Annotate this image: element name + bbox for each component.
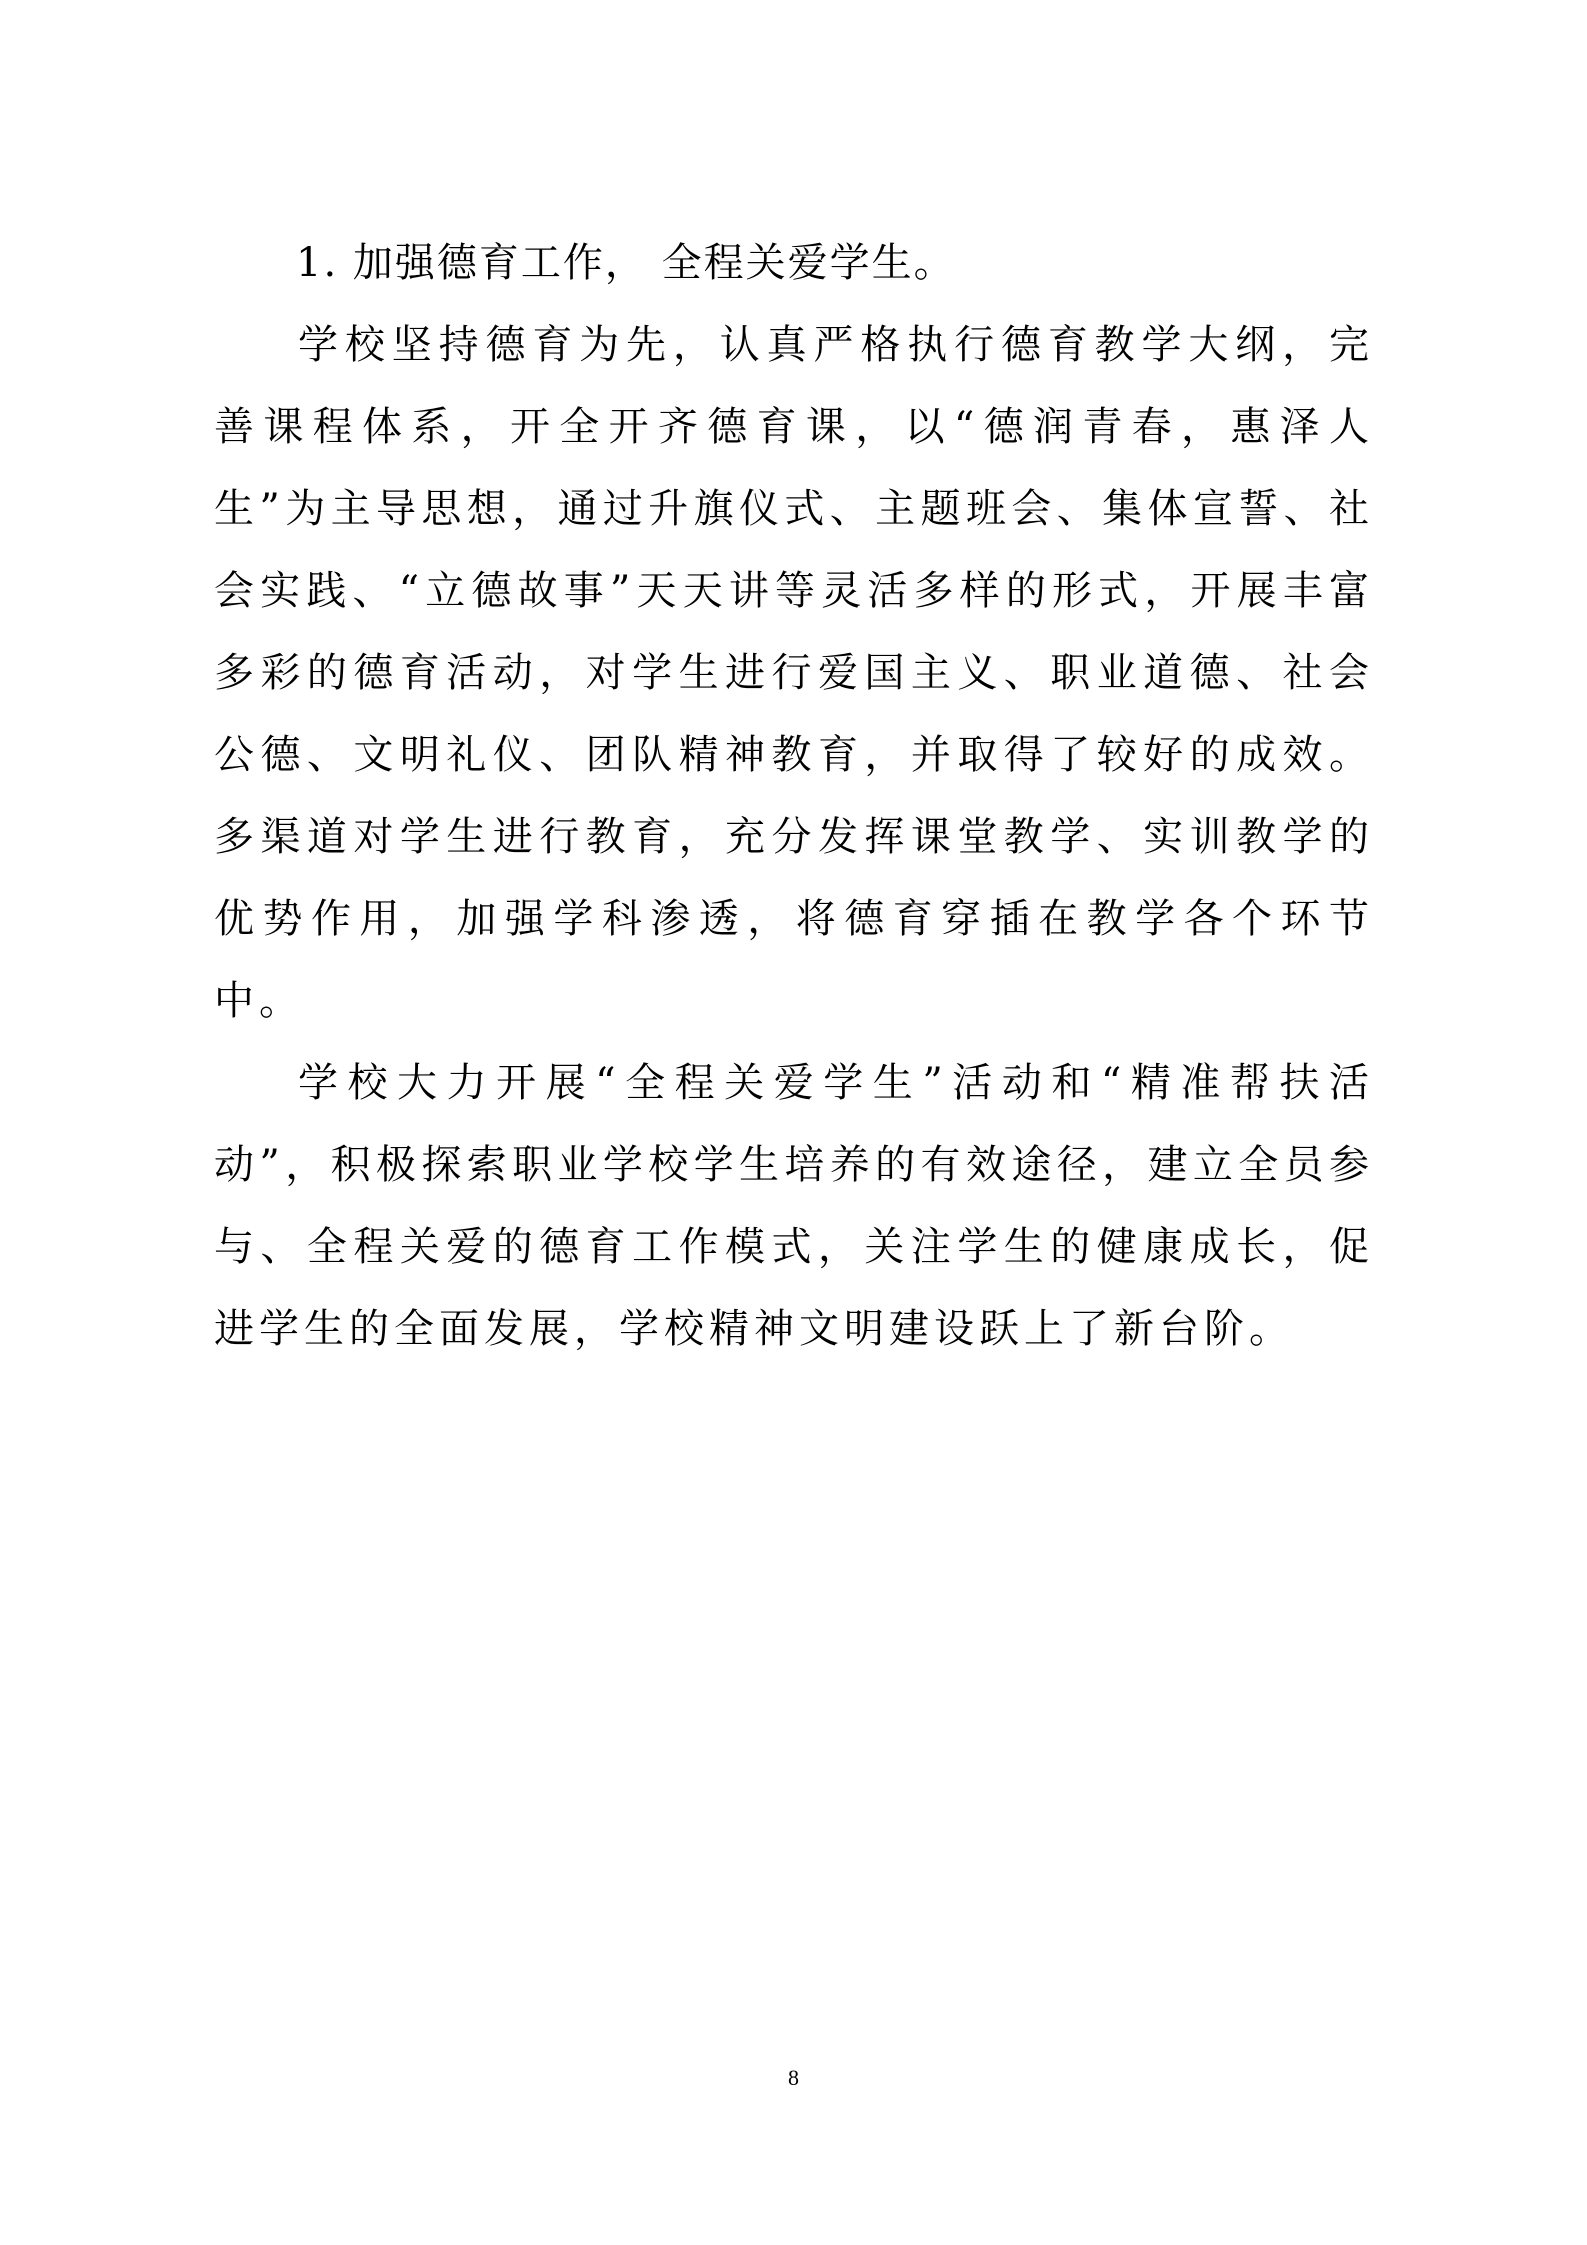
section-heading: 1. 加强德育工作， 全程关爱学生。: [296, 240, 956, 286]
paragraph-student-care: 学校大力开展“全程关爱学生”活动和“精准帮扶活动”，积极探索职业学校学生培养的有效途径，建立全员参与、全程关爱的德育工作模式，关注学生的健康成长，促进学生的全面发展，学校精神文明建设跃上了新台阶。: [214, 1060, 1374, 1352]
page-number: 8: [788, 2065, 799, 2090]
document-body: [214, 222, 1374, 1370]
paragraph-moral-education: 学校坚持德育为先，认真严格执行德育教学大纲，完善课程体系，开全开齐德育课，以“德润青春，惠泽人生”为主导思想，通过升旗仪式、主题班会、集体宣誓、社会实践、“立德故事”天天讲等灵活多样的形式，开展丰富多彩的德育活动，对学生进行爱国主义、职业道德、社会公德、文明礼仪、团队精神教育，并取得了较好的成效。多渠道对学生进行教育，充分发挥课堂教学、实训教学的优势作用，加强学科渗透，将德育穿插在教学各个环节中。: [214, 322, 1374, 1024]
